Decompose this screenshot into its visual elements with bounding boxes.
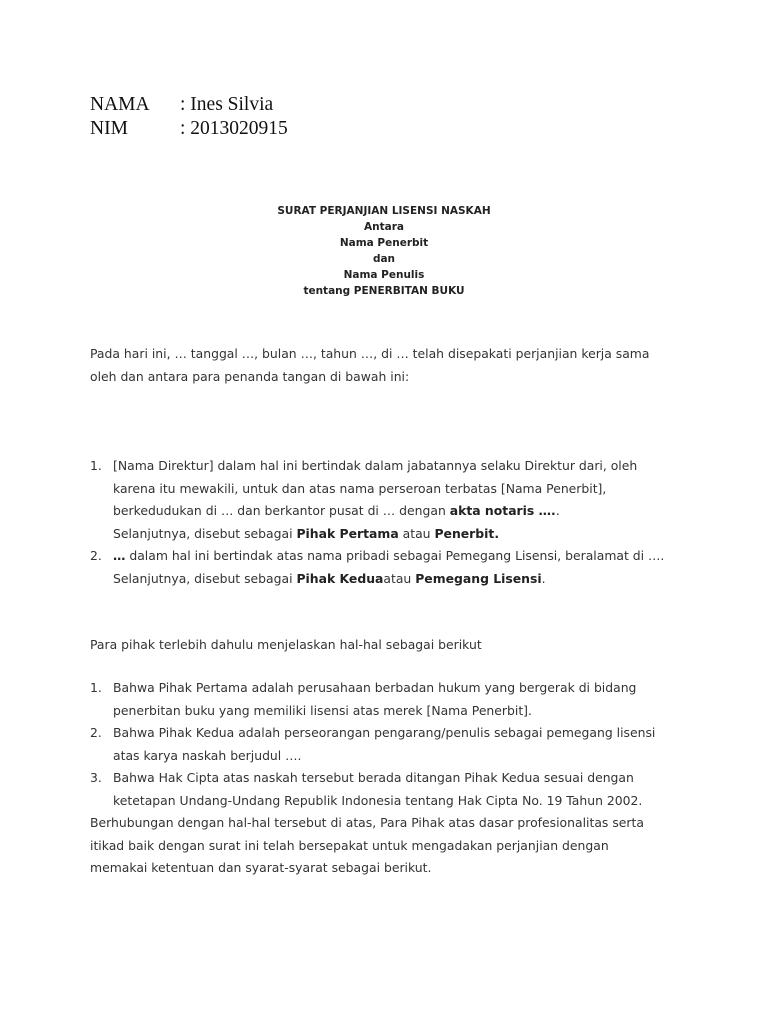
explanation-3-number: 3. [90, 770, 102, 785]
intro-line-2: oleh dan antara para penanda tangan di bawah ini: [90, 368, 410, 384]
party-2-line-2-end: . [541, 570, 546, 586]
explanation-1-number: 1. [90, 680, 102, 695]
akta-notaris-term: akta notaris …. [449, 503, 556, 518]
party-2-number: 2. [90, 548, 102, 563]
explanation-3-line-1: Bahwa Hak Cipta atas naskah tersebut berada ditangan Pihak Kedua sesuai dengan [113, 770, 634, 785]
explanation-3-body [113, 767, 690, 812]
intro-line-1: Pada hari ini, … tanggal …, bulan …, tahun …, di … telah disepakati perjanjian kerja sama [90, 346, 650, 361]
explanation-item-2 [90, 722, 690, 767]
nama-label: NAMA [90, 94, 150, 115]
intro-paragraph [90, 343, 690, 388]
party-1-line-1: [Nama Direktur] dalam hal ini bertindak dalam jabatannya selaku Direktur dari, oleh [113, 458, 638, 473]
party-1-line-4-or: atau [398, 525, 435, 541]
party-1-line-3 [113, 500, 690, 523]
party-2-line-1 [113, 545, 690, 568]
party-1-line-4-text: Selanjutnya, disebut sebagai [113, 525, 297, 541]
pihak-kedua-term: Pihak Kedua [296, 570, 384, 586]
party-1-line-2: karena itu mewakili, untuk dan atas nama perseroan terbatas [Nama Penerbit], [113, 480, 607, 496]
student-identity [90, 93, 288, 141]
closing-line-2: itikad baik dengan surat ini telah bersepakat untuk mengadakan perjanjian dengan [90, 837, 609, 853]
explanation-2-number: 2. [90, 725, 102, 740]
title-line-1: SURAT PERJANJIAN LISENSI NASKAH [277, 205, 491, 217]
explanation-list [90, 677, 690, 880]
title-line-2: Antara [364, 221, 404, 233]
party-1-line-3-end: . [555, 503, 560, 518]
party-2-line-2 [113, 568, 690, 591]
party-2-body [113, 545, 690, 590]
party-1-number: 1. [90, 458, 102, 473]
party-1-line-3-text: berkedudukan di … dan berkantor pusat di … dengan [113, 503, 450, 518]
party-item-1 [90, 455, 690, 545]
nim-label: NIM [90, 118, 128, 139]
party-2-line-2-text: Selanjutnya, disebut sebagai [113, 570, 297, 586]
nim-row [90, 117, 288, 141]
nama-row [90, 93, 288, 117]
explanation-3-line-2: ketetapan Undang-Undang Republik Indonesia tentang Hak Cipta No. 19 Tahun 2002. [113, 792, 643, 808]
penerbit-term: Penerbit. [434, 525, 500, 541]
nama-value: : Ines Silvia [180, 94, 274, 115]
party-2-name-placeholder: … [113, 548, 126, 563]
party-1-line-4 [113, 523, 690, 546]
title-line-4: dan [372, 253, 396, 265]
explanation-1-line-2: penerbitan buku yang memiliki lisensi atas merek [Nama Penerbit]. [113, 702, 532, 718]
explanation-item-1 [90, 677, 690, 722]
explanation-heading [90, 634, 690, 657]
document-title [0, 203, 768, 299]
explanation-2-body [113, 722, 690, 767]
explanation-2-line-2: atas karya naskah berjudul …. [113, 747, 302, 763]
explanation-1-line-1: Bahwa Pihak Pertama adalah perusahaan berbadan hukum yang bergerak di bidang [113, 680, 637, 695]
party-2-line-1-text: dalam hal ini bertindak atas nama pribadi sebagai Pemegang Lisensi, beralamat di …. [125, 548, 665, 563]
nim-value: : 2013020915 [180, 118, 288, 139]
explanation-item-3 [90, 767, 690, 812]
party-2-line-2-or: atau [383, 570, 416, 586]
closing-line-1: Berhubungan dengan hal-hal tersebut di atas, Para Pihak atas dasar profesionalitas serta [90, 815, 644, 830]
explanation-2-line-1: Bahwa Pihak Kedua adalah perseorangan pengarang/penulis sebagai pemegang lisensi [113, 725, 656, 740]
title-line-5: Nama Penulis [343, 269, 425, 281]
party-1-body [113, 455, 690, 545]
pemegang-lisensi-term: Pemegang Lisensi [415, 570, 542, 586]
title-line-3: Nama Penerbit [339, 237, 429, 249]
pihak-pertama-term: Pihak Pertama [296, 525, 399, 541]
parties-list [90, 455, 690, 590]
title-line-6: tentang PENERBITAN BUKU [303, 285, 465, 297]
closing-line-3: memakai ketentuan dan syarat-syarat sebagai berikut. [90, 860, 432, 875]
explanation-heading-text: Para pihak terlebih dahulu menjelaskan hal-hal sebagai berikut [90, 637, 482, 652]
party-item-2 [90, 545, 690, 590]
explanation-1-body [113, 677, 690, 722]
